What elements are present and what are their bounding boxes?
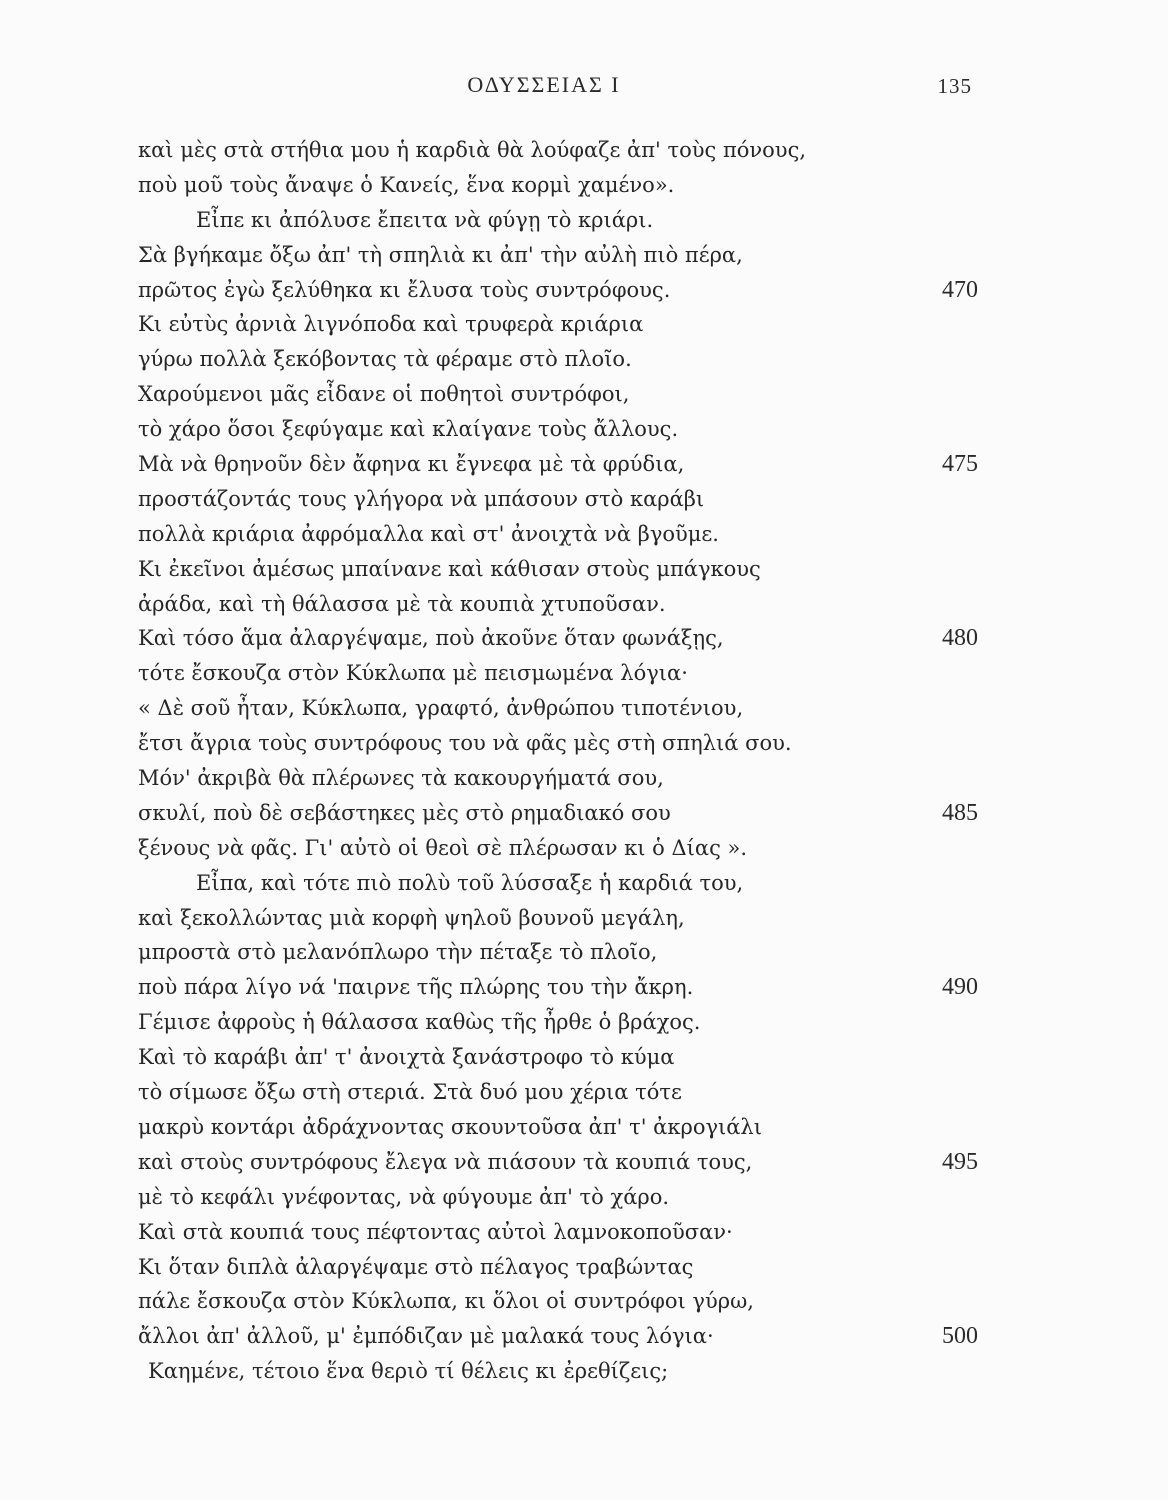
verse-text: ποὺ πάρα λίγο νά 'παιρνε τῆς πλώρης του τὴν ἄκρη.	[138, 975, 694, 1000]
running-title: ΟΔΥΣΣΕΙΑΣ Ι	[467, 72, 621, 97]
verse-line	[138, 656, 978, 691]
verse-text: Χαρούμενοι μᾶς εἶδανε οἱ ποθητοὶ συντρόφοι,	[138, 382, 630, 407]
verse-text: Καημένε, τέτοιο ἕνα θεριὸ τί θέλεις κι ἐρεθίζεις;	[148, 1359, 669, 1384]
verse-text: πάλε ἔσκουζα στὸν Κύκλωπα, κι ὅλοι οἱ συντρόφοι γύρω,	[138, 1289, 754, 1314]
verse-line	[138, 1005, 978, 1040]
verse-text: καὶ ξεκολλώντας μιὰ κορφὴ ψηλοῦ βουνοῦ μεγάλη,	[138, 905, 685, 930]
verse-text: μὲ τὸ κεφάλι γνέφοντας, νὰ φύγουμε ἀπ' τὸ χάρο.	[138, 1184, 670, 1209]
verse-text: μπροστὰ στὸ μελανόπλωρο τὴν πέταξε τὸ πλοῖο,	[138, 940, 658, 965]
verse-line	[138, 482, 978, 517]
verse-line	[138, 587, 978, 622]
verse-text: Σὰ βγήκαμε ὄξω ἀπ' τὴ σπηλιὰ κι ἀπ' τὴν αὐλὴ πιὸ πέρα,	[138, 242, 743, 267]
verse-line	[138, 342, 978, 377]
verse-text: Κι ἐκεῖνοι ἀμέσως μπαίνανε καὶ κάθισαν στοὺς μπάγκους	[138, 556, 761, 581]
verse-line	[138, 377, 978, 412]
verse-text: Γέμισε ἀφροὺς ἡ θάλασσα καθὼς τῆς ἦρθε ὁ βράχος.	[138, 1010, 701, 1035]
verse-block	[138, 133, 978, 1389]
verse-line	[138, 935, 978, 970]
verse-text: ἄλλοι ἀπ' ἀλλοῦ, μ' ἐμπόδιζαν μὲ μαλακά τους λόγια·	[138, 1324, 714, 1349]
verse-text: τότε ἔσκουζα στὸν Κύκλωπα μὲ πεισμωμένα λόγια·	[138, 661, 688, 686]
line-number: 475	[942, 451, 978, 478]
verse-text: Εἶπα, καὶ τότε πιὸ πολὺ τοῦ λύσσαξε ἡ καρδιά του,	[196, 870, 744, 895]
verse-line	[138, 517, 978, 552]
verse-line	[138, 1110, 978, 1145]
verse-text: Μὰ νὰ θρηνοῦν δὲν ἄφηνα κι ἔγνεφα μὲ τὰ φρύδια,	[138, 452, 685, 477]
verse-text: καὶ μὲς στὰ στήθια μου ἡ καρδιὰ θὰ λούφαζε ἀπ' τοὺς πόνους,	[138, 138, 807, 162]
line-number: 470	[942, 276, 978, 303]
verse-text: πρῶτος ἐγὼ ξελύθηκα κι ἔλυσα τοὺς συντρόφους.	[138, 277, 671, 302]
line-number: 490	[942, 974, 978, 1001]
verse-text: Κι ὅταν διπλὰ ἀλαργέψαμε στὸ πέλαγος τραβώντας	[138, 1254, 694, 1279]
verse-text: ἔτσι ἄγρια τοὺς συντρόφους του νὰ φᾶς μὲς στὴ σπηλιά σου.	[138, 731, 792, 756]
verse-text: τὸ χάρο ὅσοι ξεφύγαμε καὶ κλαίγανε τοὺς ἄλλους.	[138, 417, 679, 442]
verse-line	[138, 203, 978, 238]
line-number: 495	[942, 1148, 978, 1175]
verse-line	[138, 866, 978, 901]
verse-text: προστάζοντάς τους γλήγορα νὰ μπάσουν στὸ καράβι	[138, 486, 705, 511]
verse-text: πολλὰ κριάρια ἀφρόμαλλα καὶ στ' ἀνοιχτὰ νὰ βγοῦμε.	[138, 521, 719, 546]
verse-line	[138, 1354, 978, 1389]
page-number: 135	[937, 74, 972, 98]
verse-line	[138, 238, 978, 273]
verse-text: Καὶ τόσο ἅμα ἀλαργέψαμε, ποὺ ἀκοῦνε ὅταν φωνάξῃς,	[138, 626, 724, 651]
verse-text: Καὶ τὸ καράβι ἀπ' τ' ἀνοιχτὰ ξανάστροφο τὸ κύμα	[138, 1045, 675, 1070]
line-number: 485	[942, 799, 978, 826]
verse-line	[138, 796, 978, 831]
line-number: 480	[942, 625, 978, 652]
verse-line	[138, 168, 978, 203]
verse-line	[138, 552, 978, 587]
verse-line	[138, 133, 978, 168]
verse-line	[138, 1040, 978, 1075]
verse-text: τὸ σίμωσε ὄξω στὴ στεριά. Στὰ δυό μου χέρια τότε	[138, 1080, 682, 1105]
verse-line	[138, 621, 978, 656]
verse-line	[138, 726, 978, 761]
verse-line	[138, 447, 978, 482]
verse-line	[138, 691, 978, 726]
verse-text: σκυλί, ποὺ δὲ σεβάστηκες μὲς στὸ ρημαδιακό σου	[138, 800, 671, 825]
line-number: 500	[942, 1323, 978, 1350]
verse-line	[138, 1250, 978, 1285]
verse-line	[138, 1284, 978, 1319]
verse-text: ξένους νὰ φᾶς. Γι' αὐτὸ οἱ θεοὶ σὲ πλέρωσαν κι ὁ Δίας ».	[138, 835, 748, 860]
verse-line	[138, 1075, 978, 1110]
verse-line	[138, 273, 978, 308]
verse-line	[138, 1319, 978, 1354]
verse-line	[138, 901, 978, 936]
verse-text: Κι εὐτὺς ἀρνιὰ λιγνόποδα καὶ τρυφερὰ κριάρια	[138, 312, 644, 337]
verse-line	[138, 307, 978, 342]
verse-text: καὶ στοὺς συντρόφους ἔλεγα νὰ πιάσουν τὰ κουπιά τους,	[138, 1149, 753, 1174]
verse-text: Εἶπε κι ἀπόλυσε ἔπειτα νὰ φύγῃ τὸ κριάρι.	[196, 207, 654, 232]
verse-text: « Δὲ σοῦ ἦταν, Κύκλωπα, γραφτό, ἀνθρώπου τιποτένιου,	[138, 696, 744, 721]
verse-line	[138, 1145, 978, 1180]
verse-line	[138, 1215, 978, 1250]
verse-text: ἀράδα, καὶ τὴ θάλασσα μὲ τὰ κουπιὰ χτυποῦσαν.	[138, 591, 666, 616]
verse-line	[138, 412, 978, 447]
verse-text: γύρω πολλὰ ξεκόβοντας τὰ φέραμε στὸ πλοῖο.	[138, 347, 632, 372]
verse-text: μακρὺ κοντάρι ἀδράχνοντας σκουντοῦσα ἀπ' τ' ἀκρογιάλι	[138, 1114, 762, 1139]
verse-line	[138, 970, 978, 1005]
verse-line	[138, 761, 978, 796]
verse-text: Καὶ στὰ κουπιά τους πέφτοντας αὐτοὶ λαμνοκοποῦσαν·	[138, 1219, 733, 1244]
verse-text: ποὺ μοῦ τοὺς ἄναψε ὁ Κανείς, ἕνα κορμὶ χαμένο».	[138, 172, 675, 197]
verse-line	[138, 831, 978, 866]
verse-line	[138, 1180, 978, 1215]
verse-text: Μόν' ἀκριβὰ θὰ πλέρωνες τὰ κακουργήματά σου,	[138, 766, 664, 791]
